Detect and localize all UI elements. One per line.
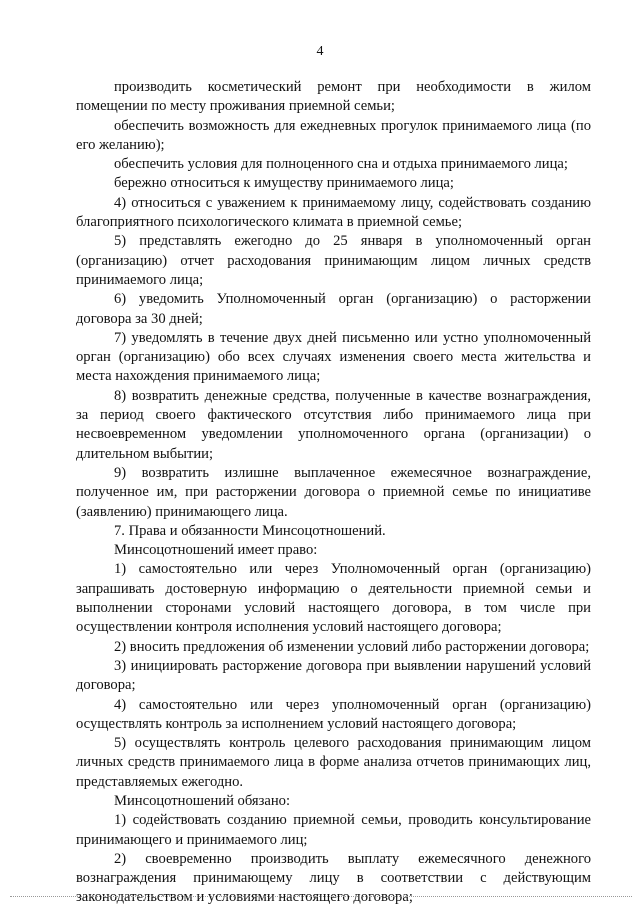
section-heading: 7. Права и обязанности Минсоцотношений. [114,522,386,539]
paragraph: 5) представлять ежегодно до 25 января в уполномоченный орган (организацию) отчет расходования принимающим лицом личных средств принимаемого лица; [76,233,591,288]
paragraph: 5) осуществлять контроль целевого расходования принимающим лицом личных средств принимаемого лица в форме анализа отчетов принимающих лиц, представляемых ежегодно. [76,735,591,790]
paragraph: 2) своевременно производить выплату ежемесячного денежного вознаграждения принимающему лицу в соответствии с действующим законодательством и условиями настоящего договора; [76,850,591,906]
paragraph: Минсоцотношений имеет право: [114,542,318,559]
paragraph: обеспечить условия для полноценного сна и отдыха принимаемого лица; [114,156,568,173]
paragraph: 1) самостоятельно или через Уполномоченный орган (организацию) запрашивать достоверную информацию о деятельности приемной семьи и выполнении сторонами условий настоящего договора, в том числе при осуществлении контроля исполнения условий настоящего договора; [76,561,591,636]
paragraph: 6) уведомить Уполномоченный орган (организацию) о расторжении договора за 30 дней; [76,291,591,327]
page-number: 4 [316,44,324,59]
scan-edge-divider [10,896,632,897]
paragraph: 8) возвратить денежные средства, полученные в качестве вознаграждения, за период своего фактического отсутствия либо принимаемого лица при несвоевременном уведомлении уполномоченного органа (организации) о длительном выбытии; [76,387,591,462]
document-body [76,78,591,908]
paragraph: 7) уведомлять в течение двух дней письменно или устно уполномоченный орган (организацию) обо всех случаях изменения своего места жительства и места нахождения принимаемого лица; [76,329,591,385]
paragraph: 1) содействовать созданию приемной семьи, проводить консультирование принимающего и принимаемого лиц; [76,812,591,848]
paragraph: 2) вносить предложения об изменении условий либо расторжении договора; [114,638,590,655]
paragraph: бережно относиться к имуществу принимаемого лица; [114,175,454,192]
paragraph: 4) относиться с уважением к принимаемому лицу, содействовать созданию благоприятного психологического климата в приемной семье; [76,194,591,231]
paragraph: 3) инициировать расторжение договора при выявлении нарушений условий договора; [76,657,591,694]
paragraph: 9) возвратить излишне выплаченное ежемесячное вознаграждение, полученное им, при расторжении договора о приемной семье по инициативе (заявлению) принимающего лица. [76,464,591,520]
paragraph: Минсоцотношений обязано: [114,792,291,809]
paragraph: производить косметический ремонт при необходимости в жилом помещении по месту проживания приемной семьи; [76,79,591,115]
paragraph: обеспечить возможность для ежедневных прогулок принимаемого лица (по его желанию); [76,117,591,153]
paragraph: 4) самостоятельно или через уполномоченный орган (организацию) осуществлять контроль за исполнением условий настоящего договора; [76,696,591,732]
